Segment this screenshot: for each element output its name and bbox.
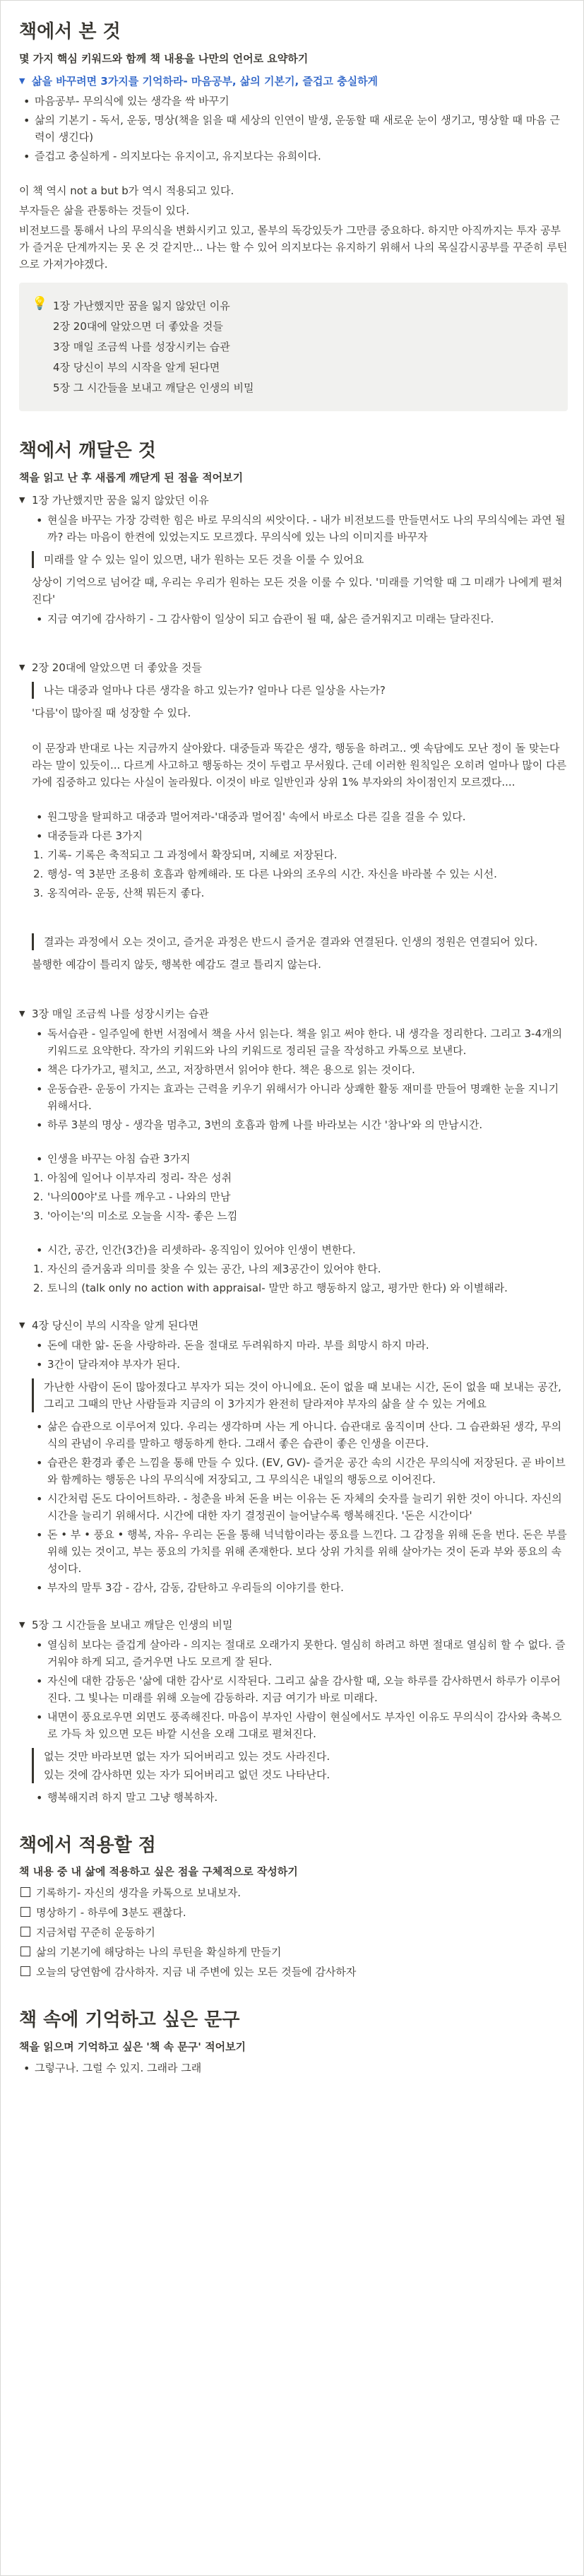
- toggle-chapter-5[interactable]: ▼ 5장 그 시간들을 보내고 깨달은 인생의 비밀: [19, 1618, 233, 1631]
- list-item: • 대중들과 다른 3가지: [32, 827, 568, 844]
- toggle-open-icon[interactable]: ▼: [19, 76, 25, 85]
- list-item: 1장 가난했지만 꿈을 잃지 않았던 이유: [53, 299, 230, 312]
- list-item: • 자신에 대한 감동은 '삶에 대한 감사'로 시작된다. 그리고 삶을 감사할 때, 오늘 하루를 감사하면서 하루가 이루어진다. 그 빛나는 미래를 위해 오늘에 감동하라. 지금 여기가 바로 미래다.: [32, 1672, 568, 1706]
- list-item: • 마음공부- 무의식에 있는 생각을 싹 바꾸기: [19, 93, 568, 110]
- numbered-item: 1. 기록- 기록은 축적되고 그 과정에서 확장되며, 지혜로 저장된다.: [33, 848, 338, 861]
- checkbox[interactable]: [20, 1966, 30, 1976]
- toggle-chapter-4[interactable]: ▼ 4장 당신이 부의 시작을 알게 된다면: [19, 1318, 199, 1332]
- section-title-seen: 책에서 본 것: [19, 21, 121, 42]
- list-item: • 행복해지려 하지 말고 그냥 행복하자.: [32, 1789, 568, 1806]
- numbered-item: 1. 자신의 즐거움과 의미를 찾을 수 있는 공간, 나의 제3공간이 있어야 한다.: [33, 1262, 381, 1275]
- toggle-chapter-3[interactable]: ▼ 3장 매일 조금씩 나를 성장시키는 습관: [19, 1007, 209, 1020]
- list-item: • 시간처럼 돈도 다이어트하라. - 청춘을 바쳐 돈을 버는 이유는 돈 자체의 숫자를 늘리기 위한 것이 아니다. 자신의 시간을 늘리기 위해서다. 시간에 대한 자기 결정권이 늘어날수록 행복해진다. '돈은 시간이다': [32, 1490, 568, 1524]
- toggle-open-icon[interactable]: ▼: [19, 495, 25, 504]
- section-subtitle: 몇 가지 핵심 키워드와 함께 책 내용을 나만의 언어로 요약하기: [19, 52, 309, 65]
- list-item: • 내면이 풍요로우면 외면도 풍족해진다. 마음이 부자인 사람이 현실에서도 부자인 이유도 무의식이 감사와 축복으로 가득 차 있으면 모든 바깥 시선을 오래 그대로 펼쳐진다.: [32, 1708, 568, 1742]
- numbered-item: 3. 옹직여라- 운동, 산책 뭐든지 좋다.: [33, 886, 205, 899]
- list-item: • 열심히 보다는 즐겁게 살아라 - 의지는 절대로 오래가지 못한다. 열심히 하려고 하면 절대로 열심히 할 수 없다. 즐거워야 하게 되고, 즐거우면 나도 모르게 잘 된다.: [32, 1636, 568, 1670]
- list-item: • 현실을 바꾸는 가장 강력한 힘은 바로 무의식의 씨앗이다. - 내가 비전보드를 만들면서도 나의 무의식에는 과연 될까? 라는 마음이 한켠에 있었는지도 모르겠다. 무의식에 있는 나의 이미지를 바꾸자: [32, 512, 568, 545]
- list-item: • 하루 3분의 명상 - 생각을 멈추고, 3번의 호흡과 함께 나를 바라보는 시간 '참나'와 의 만남시간.: [32, 1116, 568, 1133]
- section-subtitle: 책 내용 중 내 삶에 적용하고 싶은 점을 구체적으로 작성하기: [19, 1865, 298, 1879]
- checklist: [19, 1884, 568, 1980]
- toggle-chapter-1[interactable]: ▼ 1장 가난했지만 꿈을 잃지 않았던 이유: [19, 493, 209, 507]
- list-item: 3장 매일 조금씩 나를 성장시키는 습관: [53, 340, 230, 353]
- checkbox[interactable]: [20, 1907, 30, 1917]
- list-item: • 시간, 공간, 인간(3간)을 리셋하라- 옹직임이 있어야 인생이 변한다.: [32, 1241, 568, 1258]
- section-title-quotes: 책 속에 기억하고 싶은 문구: [19, 2009, 240, 2031]
- section-subtitle: 책을 읽으며 기억하고 싶은 '책 속 문구' 적어보기: [19, 2040, 246, 2054]
- numbered-item: 1. 아침에 일어나 이부자리 정리- 작은 성취: [33, 1171, 232, 1184]
- list-item: • 그렇구나. 그럴 수 있지. 그래라 그래: [19, 2060, 568, 2076]
- numbered-item: 2. 토니의 (talk only no action with appraisal- 말만 하고 행동하지 않고, 평가만 한다) 와 이별해라.: [33, 1281, 508, 1294]
- list-item: • 삶의 기본기 - 독서, 운동, 명상(책을 읽을 때 세상의 인연이 발생, 운동할 때 새로운 눈이 생기고, 명상할 때 마음 근력이 생긴다): [19, 112, 568, 146]
- list-item: • 습관은 환경과 좋은 느낌을 통해 만들 수 있다. (EV, GV)- 즐거운 공간 속의 시간은 무의식에 저장된다. 곧 바이브와 함께하는 행동은 나의 무의식에 저장되고, 그 무의식은 내일의 행동으로 이어진다.: [32, 1454, 568, 1488]
- list-item: • 3간이 달라져야 부자가 된다.: [32, 1356, 568, 1373]
- quote: 결과는 과정에서 오는 것이고, 즐거운 과정은 반드시 즐거운 결과와 연결된다. 인생의 정원은 연결되어 있다.: [32, 933, 568, 950]
- paragraph: 비전보드를 통해서 나의 무의식을 변화시키고 있고, 몰부의 독강있듯가 그만큼 중요하다. 하지만 아직까지는 투자 공부가 즐거운 단계까지는 못 온 것 같지만... 나는 할 수 있어 의지보다는 유지하기 위해서 나의 목실감시공부를 꾸준히 루틴으로 가져가야겠다.: [19, 223, 568, 271]
- checkbox[interactable]: [20, 1927, 30, 1937]
- section-title-apply: 책에서 적용할 점: [19, 1834, 156, 1856]
- numbered-item: 2. 행성- 역 3분만 조용히 호흡과 함께해라. 또 다른 나와의 조우의 시간. 자신을 바라볼 수 있는 시선.: [33, 867, 497, 880]
- paragraph: 이 책 역시 not a but b가 역시 적용되고 있다.: [19, 184, 234, 197]
- todo-item: 명상하기 - 하루에 3분도 괜찮다.: [19, 1904, 568, 1921]
- toggle-open-icon[interactable]: ▼: [19, 1008, 25, 1018]
- lightbulb-icon: 💡: [32, 295, 48, 311]
- toggle-open-icon[interactable]: ▼: [19, 1320, 25, 1330]
- paragraph: 불행한 예감이 틀리지 않듯, 행복한 예감도 결코 틀리지 않는다.: [32, 957, 321, 971]
- list-item: • 독서습관 - 일주일에 한번 서점에서 책을 사서 읽는다. 책을 읽고 써야 한다. 내 생각을 정리한다. 그리고 3-4개의 키워드로 요약한다. 작가의 키워드와 나의 키워드로 정리된 글을 작성하고 카톡으로 보낸다.: [32, 1025, 568, 1059]
- todo-item: 오늘의 당연함에 감사하자. 지금 내 주변에 있는 모든 것들에 감사하자: [19, 1963, 568, 1980]
- list-item: • 지금 여기에 감사하기 - 그 감사함이 일상이 되고 습관이 될 때, 삶은 즐거워지고 미래는 달라진다.: [32, 610, 568, 627]
- list-item: • 돈 • 부 • 풍요 • 행복, 자유- 우리는 돈을 통해 넉넉함이라는 풍요를 느낀다. 그 감정을 위해 돈을 번다. 돈은 부를 위해 있는 것이고, 부는 풍요의 가치를 위해 존재한다. 보다 상위 가치를 위해 살아가는 것이 돈과 부와 풍요의 속성이다.: [32, 1526, 568, 1577]
- list-item: • 돈에 대한 앎- 돈을 사랑하라. 돈을 절대로 두려워하지 마라. 부를 희망시 하지 마라.: [32, 1337, 568, 1354]
- numbered-item: 3. '아이는'의 미소로 오늘을 시작- 좋은 느낌: [33, 1209, 238, 1222]
- toggle-summary[interactable]: ▼ 삶을 바꾸려면 3가지를 기억하라- 마음공부, 삶의 기본기, 즐겁고 충실하게: [19, 74, 379, 88]
- quote: 나는 대중과 얼마나 다른 생각을 하고 있는가? 얼마나 다른 일상을 사는가?: [32, 682, 568, 699]
- todo-item: 삶의 기본기에 해당하는 나의 루틴을 확실하게 만들기: [19, 1944, 568, 1961]
- list-item: 5장 그 시간들을 보내고 깨달은 인생의 비밀: [53, 381, 254, 394]
- quote: 가난한 사람이 돈이 많아졌다고 부자가 되는 것이 아니에요. 돈이 없을 때 보내는 시간, 돈이 없을 때 보내는 공간, 그리고 그때의 만난 사람들과 지금의 이 3가지가 완전히 달라져야 부자의 삶을 살 수 있는 거에요: [32, 1378, 568, 1412]
- section-title-learned: 책에서 깨달은 것: [19, 439, 156, 461]
- todo-item: 기록하기- 자신의 생각을 카톡으로 보내보자.: [19, 1884, 568, 1901]
- paragraph: 부자들은 삶을 관통하는 것들이 있다.: [19, 203, 190, 217]
- list-item: • 원그망을 탈피하고 대중과 멀어져라-'대중과 멀어짐' 속에서 바로소 다른 길을 걸을 수 있다.: [32, 808, 568, 825]
- toc-callout: [19, 283, 568, 411]
- list-item: • 즐겁고 충실하게 - 의지보다는 유지이고, 유지보다는 유희이다.: [19, 148, 568, 165]
- paragraph: '다름'이 많아질 때 성장할 수 있다.: [32, 706, 191, 719]
- checkbox[interactable]: [20, 1887, 30, 1897]
- toggle-chapter-2[interactable]: ▼ 2장 20대에 알았으면 더 좋았을 것들: [19, 661, 202, 674]
- paragraph: 상상이 기억으로 넘어갈 때, 우리는 우리가 원하는 모든 것을 이룰 수 있다. '미래를 기억할 때 그 미래가 나에게 펼쳐진다': [32, 575, 563, 605]
- list-item: • 삶은 습관으로 이루어져 있다. 우리는 생각하며 사는 게 아니다. 습관대로 움직이며 산다. 그 습관화된 생각, 무의식의 관념이 우리를 말하고 행동하게 한다. 그래서 좋은 습관이 좋은 인생을 이끈다.: [32, 1418, 568, 1452]
- section-subtitle: 책을 읽고 난 후 새롭게 깨닫게 된 점을 적어보기: [19, 471, 244, 484]
- list-item: • 부자의 말투 3감 - 감사, 감동, 감탄하고 우리들의 이야기를 한다.: [32, 1579, 568, 1596]
- list-item: • 책은 다가가고, 펼치고, 쓰고, 저장하면서 읽어야 한다. 책은 용으로 읽는 것이다.: [32, 1061, 568, 1078]
- list-item: • 인생을 바꾸는 아침 습관 3가지: [32, 1150, 568, 1167]
- todo-item: 지금처럼 꾸준히 운동하기: [19, 1924, 568, 1941]
- checkbox[interactable]: [20, 1946, 30, 1956]
- quote: 미래를 알 수 있는 일이 있으면, 내가 원하는 모든 것을 이룰 수 있어요: [32, 551, 568, 568]
- list-item: 2장 20대에 알았으면 더 좋았을 것들: [53, 319, 223, 333]
- paragraph: 이 문장과 반대로 나는 지금까지 살아왔다. 대중들과 똑같은 생각, 행동을 하려고.. 옛 속담에도 모난 정이 돌 맞는다 라는 말이 있듯이... 다르게 사고하고 행동하는 것이 두렵고 무서웠다. 근데 이러한 원칙일은 오히려 얼마나 많이 다른가에 집중하고 있다는 사실이 놀라웠다. 이것이 바로 일반인과 상위 1% 부자와의 차이점인지 모르겠다....: [32, 741, 567, 788]
- summary-list: [19, 93, 568, 165]
- numbered-item: 2. '나의00야'로 나를 깨우고 - 나와의 만남: [33, 1190, 231, 1203]
- list-item: • 운동습관- 운동이 가지는 효과는 근력을 키우기 위해서가 아니라 상쾌한 활동 재미를 만들어 명쾌한 눈을 지니기 위해서다.: [32, 1080, 568, 1114]
- list-item: 4장 당신이 부의 시작을 알게 된다면: [53, 360, 220, 374]
- quote: 없는 것만 바라보면 없는 자가 되어버리고 있는 것도 사라진다. 있는 것에 감사하면 있는 자가 되어버리고 없던 것도 나타난다.: [32, 1748, 568, 1783]
- toggle-open-icon[interactable]: ▼: [19, 662, 25, 672]
- toggle-open-icon[interactable]: ▼: [19, 1619, 25, 1629]
